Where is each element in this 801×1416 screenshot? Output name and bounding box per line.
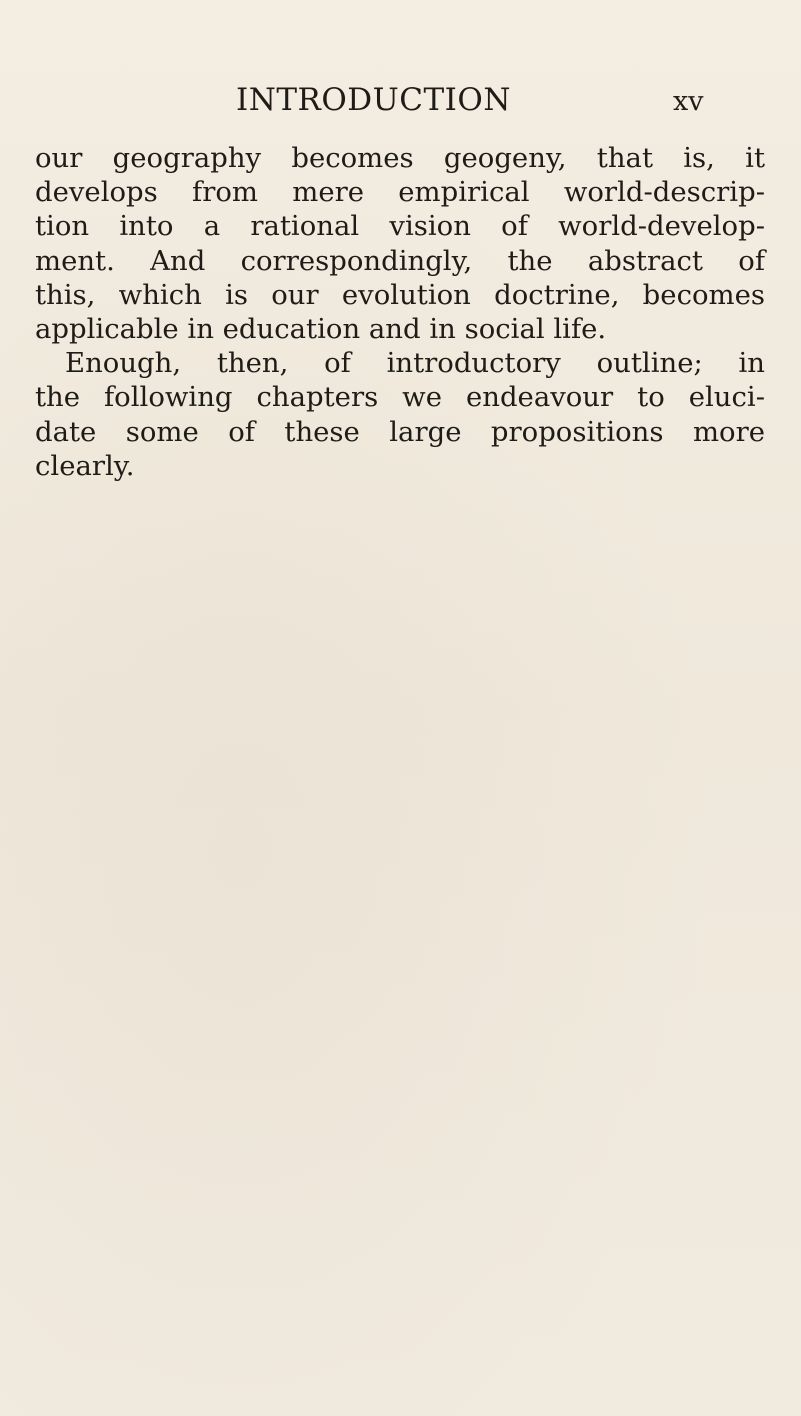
body-text: [35, 141, 765, 483]
text-line: tion into a rational vision of world-develop-: [35, 210, 765, 243]
text-line: our geography becomes geogeny, that is, it: [35, 142, 765, 174]
text-line: this, which is our evolution doctrine, becomes: [35, 278, 765, 311]
text-line: develops from mere empirical world-descrip-: [35, 176, 765, 209]
text-line: Enough, then, of introductory outline; in: [65, 347, 765, 380]
text-line: applicable in education and in social life.: [35, 313, 607, 346]
text-line: date some of these large propositions more: [35, 415, 765, 448]
text-line: clearly.: [35, 449, 135, 482]
text-line: the following chapters we endeavour to eluci-: [35, 381, 765, 414]
running-head-title: INTRODUCTION: [236, 82, 511, 118]
text-line: ment. And correspondingly, the abstract of: [35, 244, 765, 277]
page-number: xv: [673, 86, 704, 117]
running-head: [0, 80, 801, 120]
